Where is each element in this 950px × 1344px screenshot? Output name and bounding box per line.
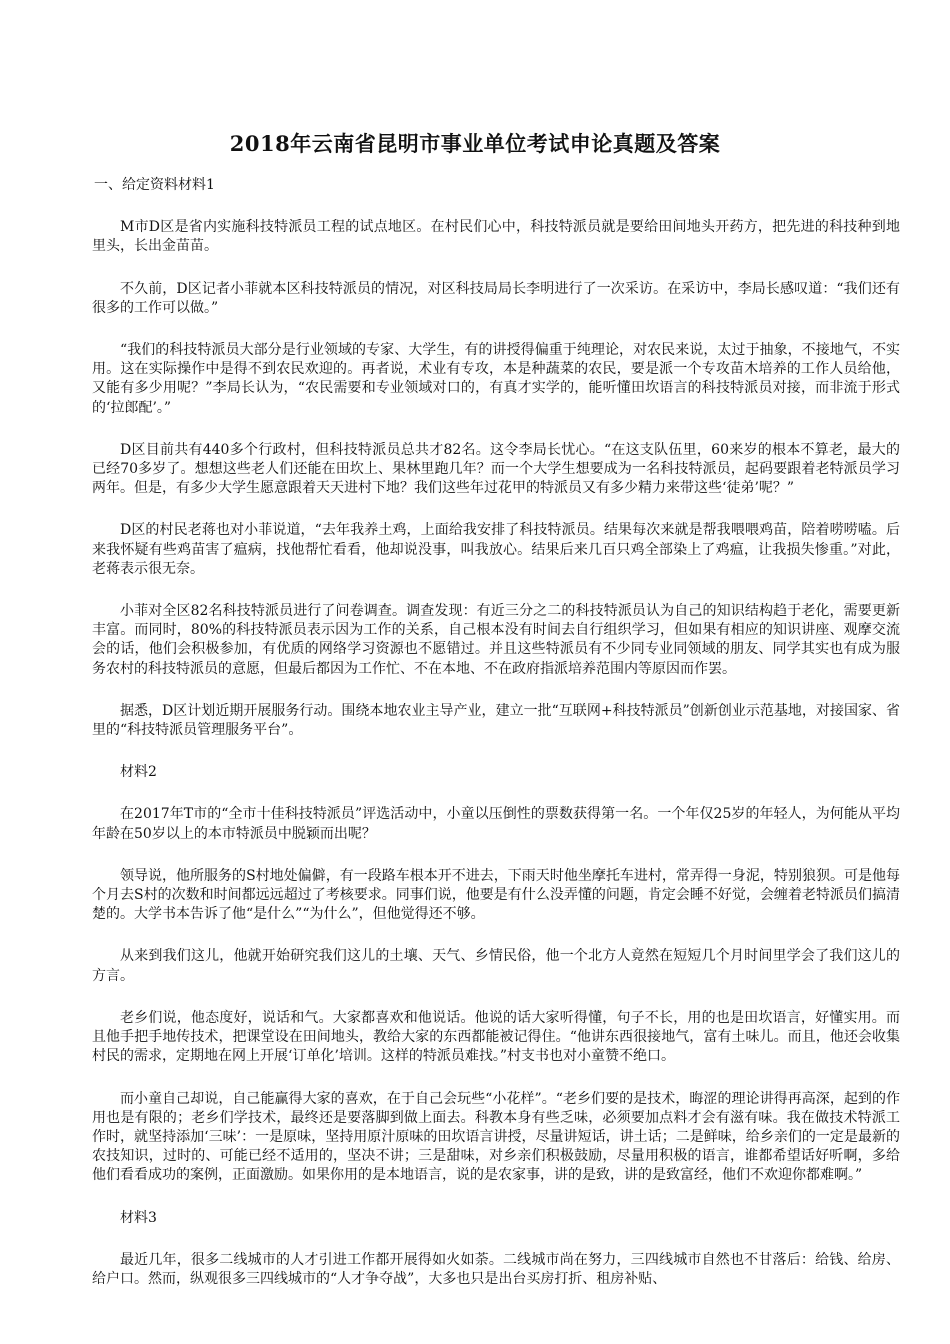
document-title: 2018年云南省昆明市事业单位考试申论真题及答案: [229, 131, 721, 156]
paragraph: 小菲对全区82名科技特派员进行了问卷调查。调查发现：有近三分之二的科技特派员认为自己的知识结构趋于老化，需要更新丰富。而同时，80%的科技特派员表示因为工作的关系，自己根本没有时间去自行组织学习，但如果有相应的知识讲座、观摩交流会的话，他们会积极参加，有优质的网络学习资源也不愿错过。并且这些特派员有不少同专业同领域的朋友、同学其实也有成为服务农村的科技特派员的意愿，但最后都因为工作忙、不在本地、不在政府指派培养范围内等原因而作罢。: [92, 603, 900, 677]
material-3-label: 材料3: [120, 1209, 157, 1226]
paragraph: 老乡们说，他态度好，说话和气。大家都喜欢和他说话。他说的话大家听得懂，句子不长，用的也是田坎语言，好懂实用。而且他手把手地传技术，把课堂设在田间地头，教给大家的东西都能被记得住。“他讲东西很接地气，富有土味儿。而且，他还会收集村民的需求，定期地在网上开展‘订单化’培训。这样的特派员难找。”村支书也对小童赞不绝口。: [92, 1009, 900, 1065]
section-heading: 一、给定资料材料1: [94, 177, 215, 193]
document-body: [92, 176, 900, 1312]
paragraph: D区的村民老蒋也对小菲说道，“去年我养土鸡，上面给我安排了科技特派员。结果每次来就是帮我喂喂鸡苗，陪着唠唠嗑。后来我怀疑有些鸡苗害了瘟病，找他帮忙看看，他却说没事，叫我放心。结果后来几百只鸡全部染上了鸡瘟，让我损失惨重。”对此，老蒋表示很无奈。: [92, 522, 900, 577]
paragraph: 在2017年T市的“全市十佳科技特派员”评选活动中，小童以压倒性的票数获得第一名。一个年仅25岁的年轻人，为何能从平均年龄在50岁以上的本市特派员中脱颖而出呢？: [92, 806, 900, 842]
material-2-label: 材料2: [120, 764, 157, 781]
paragraph: D区目前共有440多个行政村，但科技特派员总共才82名。这令李局长忧心。“在这支队伍里，60来岁的根本不算老，最大的已经70多岁了。想想这些老人们还能在田坎上、果林里跑几年？而一个大学生想要成为一名科技特派员，起码要跟着老特派员学习两年。但是，有多少大学生愿意跟着天天进村下地？我们这些年过花甲的特派员又有多少精力来带这些‘徒弟’呢？”: [92, 441, 900, 497]
paragraph: “我们的科技特派员大部分是行业领域的专家、大学生，有的讲授得偏重于纯理论，对农民来说，太过于抽象，不接地气，不实用。这在实际操作中是得不到农民欢迎的。再者说，术业有专攻，本是种蔬菜的农民，要是派一个专攻苗木培养的工作人员给他，又能有多少用呢？”李局长认为，“农民需要和专业领域对口的，有真才实学的，能听懂田坎语言的科技特派员对接，而非流于形式的‘拉郎配’。”: [92, 342, 900, 416]
paragraph: M市D区是省内实施科技特派员工程的试点地区。在村民们心中，科技特派员就是要给田间地头开药方，把先进的科技种到地里头，长出金苗苗。: [92, 219, 900, 255]
paragraph: 最近几年，很多二线城市的人才引进工作都开展得如火如荼。二线城市尚在努力，三四线城市自然也不甘落后：给钱、给房、给户口。然而，纵观很多三四线城市的“人才争夺战”，大多也只是出台买房打折、租房补贴、: [92, 1251, 900, 1287]
paragraph: 不久前，D区记者小菲就本区科技特派员的情况，对区科技局局长李明进行了一次采访。在采访中，李局长感叹道：“我们还有很多的工作可以做。”: [92, 280, 900, 316]
paragraph: 从来到我们这儿，他就开始研究我们这儿的土壤、天气、乡情民俗，他一个北方人竟然在短短几个月时间里学会了我们这儿的方言。: [92, 948, 900, 984]
paragraph: 据悉，D区计划近期开展服务行动。围绕本地农业主导产业，建立一批“互联网+科技特派员”创新创业示范基地，对接国家、省里的“科技特派员管理服务平台”。: [92, 702, 900, 739]
paragraph: 领导说，他所服务的S村地处偏僻，有一段路车根本开不进去，下雨天时他坐摩托车进村，常弄得一身泥，特别狼狈。可是他每个月去S村的次数和时间都远远超过了考核要求。同事们说，他要是有什么没弄懂的问题，肯定会睡不好觉，会缠着老特派员们搞清楚的。大学书本告诉了他“是什么”“为什么”，但他觉得还不够。: [92, 867, 900, 923]
paragraph: 而小童自己却说，自己能赢得大家的喜欢，在于自己会玩些“小花样”。“老乡们要的是技术，晦涩的理论讲得再高深，起到的作用也是有限的；老乡们学技术，最终还是要落脚到做上面去。科教本身有些乏味，必须要加点料才会有滋有味。我在做技术特派工作时，就坚持添加‘三味’：一是原味，坚持用原汁原味的田坎语言讲授，尽量讲短话，讲土话；二是鲜味，给乡亲们的一定是最新的农技知识，过时的、可能已经不适用的，坚决不讲；三是甜味，对乡亲们积极鼓励，尽量用积极的语言，谁都希望话好听啊，多给他们看看成功的案例，正面激励。如果你用的是本地语言，说的是农家事，讲的是致，讲的是致富经，他们不欢迎你都难啊。”: [92, 1090, 900, 1184]
